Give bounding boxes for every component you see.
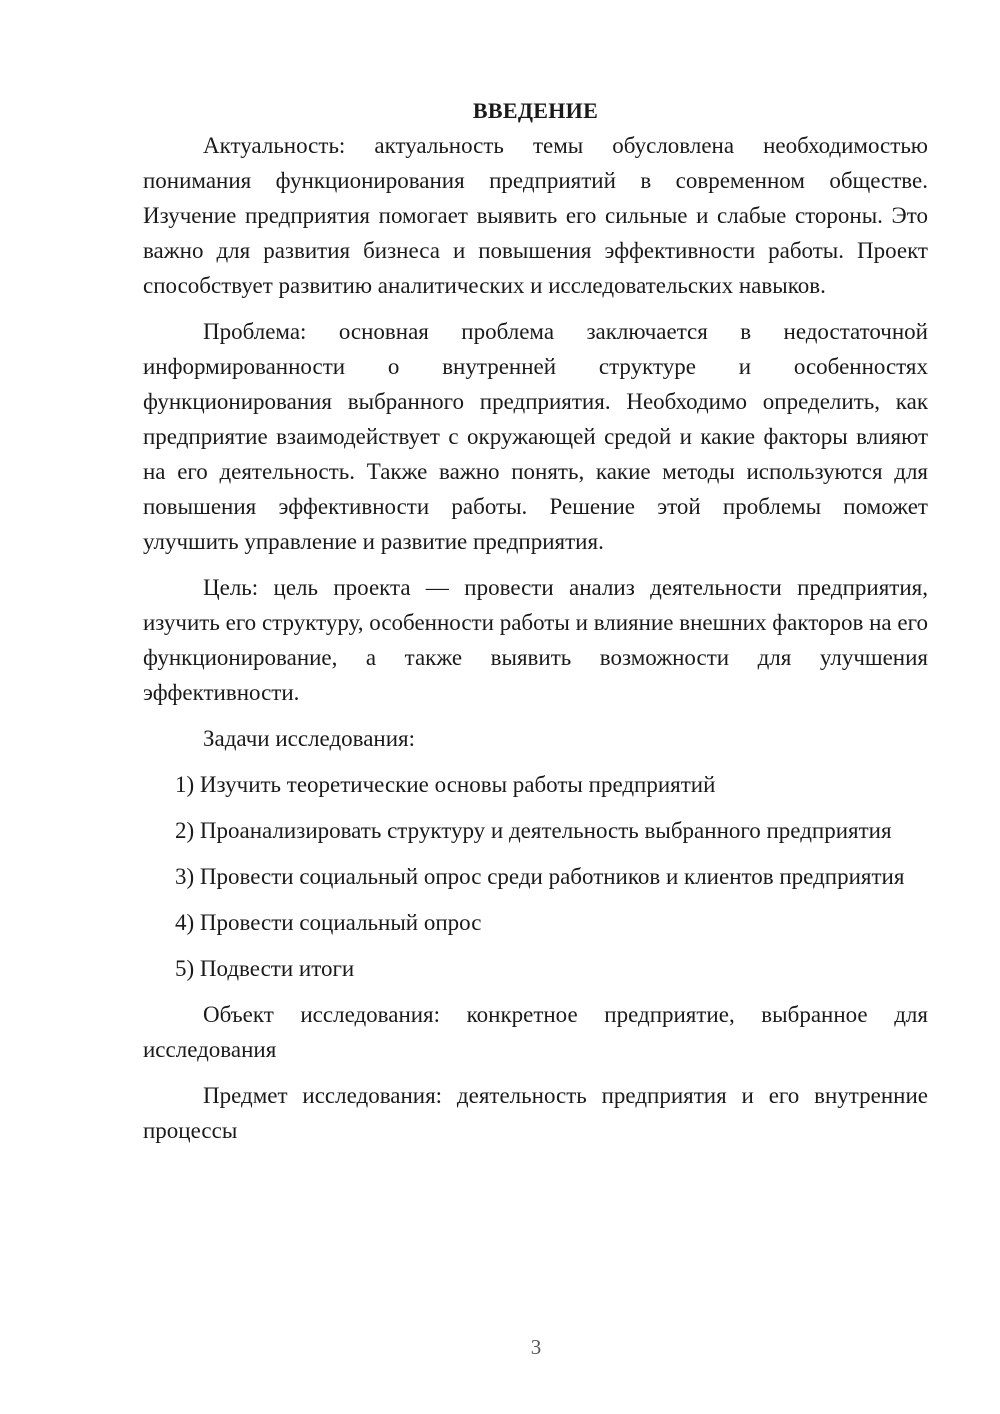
- task-item: 1) Изучить теоретические основы работы предприятий: [175, 772, 716, 797]
- goal-paragraph: Цель: цель проекта — провести анализ деятельности предприятия, изучить его структуру, особенности работы и влияние внешних факторов на его функционирование, а также выявить возможности для улучшения эффективности.: [143, 575, 928, 705]
- subject-paragraph: Предмет исследования: деятельность предприятия и его внутренние процессы: [143, 1083, 928, 1143]
- page-title: ВВЕДЕНИЕ: [472, 98, 599, 123]
- page-content: [143, 93, 928, 1159]
- task-item: 3) Провести социальный опрос среди работников и клиентов предприятия: [175, 864, 905, 889]
- task-item: 5) Подвести итоги: [175, 956, 355, 981]
- task-item: 4) Провести социальный опрос: [175, 910, 482, 935]
- task-item: 2) Проанализировать структуру и деятельность выбранного предприятия: [175, 818, 892, 843]
- problem-paragraph: Проблема: основная проблема заключается в недостаточной информированности о внутренней структуре и особенностях функционирования выбранного предприятия. Необходимо определить, как предприятие взаимодействует с окружающей средой и какие факторы влияют на его деятельность. Также важно понять, какие методы используются для повышения эффективности работы. Решение этой проблемы поможет улучшить управление и развитие предприятия.: [143, 319, 928, 554]
- tasks-heading: Задачи исследования:: [203, 726, 416, 751]
- object-paragraph: Объект исследования: конкретное предприятие, выбранное для исследования: [143, 1002, 928, 1062]
- relevance-paragraph: Актуальность: актуальность темы обусловлена необходимостью понимания функционирования предприятий в современном обществе. Изучение предприятия помогает выявить его сильные и слабые стороны. Это важно для развития бизнеса и повышения эффективности работы. Проект способствует развитию аналитических и исследовательских навыков.: [143, 133, 928, 298]
- page-number: 3: [530, 1335, 542, 1359]
